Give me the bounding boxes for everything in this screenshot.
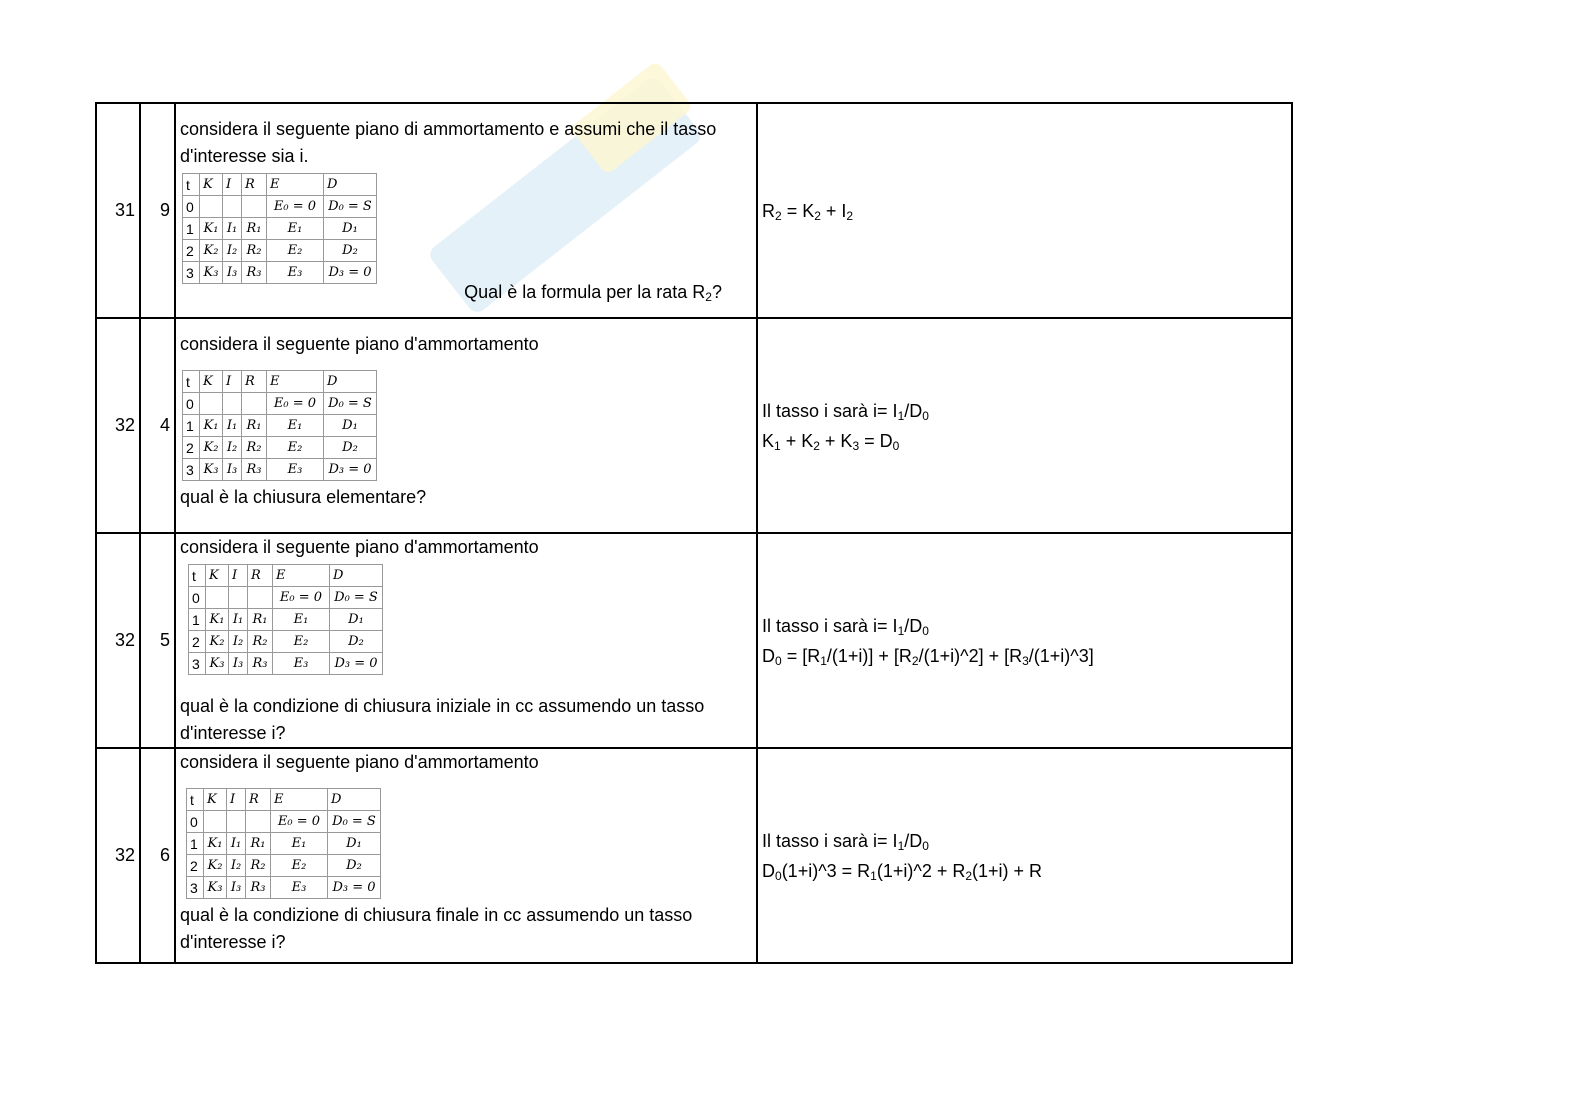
answer-line: $D_0(1+i)\^{}3$ = $R_1(1+i)\^{}2 + R_2(1+i) + R$ [762, 860, 1043, 883]
mini-cell [227, 811, 246, 833]
mini-cell [223, 393, 242, 415]
mini-cell: K₃ [200, 459, 223, 481]
mini-cell: R₂ [242, 240, 267, 262]
amortization-table-image [182, 173, 377, 284]
mini-cell: D₂ [324, 240, 377, 262]
question-intro: considera il seguente piano d'ammortamento [180, 334, 539, 354]
mini-cell: K₂ [206, 631, 229, 653]
mini-cell: E₂ [273, 631, 330, 653]
mini-cell: D₂ [328, 855, 381, 877]
mini-cell: E₃ [267, 262, 324, 284]
answer-cell [757, 748, 1292, 963]
mini-cell: E₀ = 0 [273, 587, 330, 609]
mini-cell: 2 [183, 437, 200, 459]
mini-row [189, 609, 383, 631]
mini-cell: K₂ [200, 437, 223, 459]
mini-cell: K₃ [204, 877, 227, 899]
mini-header-cell: D [324, 371, 377, 393]
mini-cell: R₃ [242, 262, 267, 284]
qa-table [95, 102, 1293, 964]
mini-header-cell: t [183, 174, 200, 196]
mini-cell: D₂ [330, 631, 383, 653]
mini-cell: D₃ = 0 [324, 459, 377, 481]
mini-row [183, 415, 377, 437]
mini-cell: I₁ [229, 609, 248, 631]
question-prompt: Qual è la formula per la rata $R_2$? [464, 282, 722, 304]
mini-header-cell: E [267, 371, 324, 393]
question-prompt: qual è la condizione di chiusura finale in cc assumendo un tasso d'interesse i? [180, 905, 693, 952]
mini-cell: D₀ = S [328, 811, 381, 833]
mini-cell: D₀ = S [324, 393, 377, 415]
amortization-table-image [188, 564, 383, 675]
mini-cell: 2 [183, 240, 200, 262]
mini-cell: R₃ [248, 653, 273, 675]
mini-row [183, 240, 377, 262]
mini-cell: 1 [183, 415, 200, 437]
mini-header-cell: E [271, 789, 328, 811]
qa-row [96, 318, 1292, 533]
qa-row [96, 533, 1292, 748]
mini-cell: R₂ [246, 855, 271, 877]
mini-cell [246, 811, 271, 833]
answer-line: $R_2 = K_2 + I_2$ [762, 200, 854, 223]
mini-cell: 2 [189, 631, 206, 653]
mini-cell: 0 [183, 196, 200, 218]
mini-cell [206, 587, 229, 609]
question-cell [175, 533, 757, 748]
mini-cell: I₃ [223, 262, 242, 284]
mini-cell: K₁ [204, 833, 227, 855]
question-index: 6 [140, 748, 175, 963]
mini-cell: E₂ [267, 240, 324, 262]
mini-cell: 2 [187, 855, 204, 877]
amortization-table-image [182, 370, 377, 481]
mini-header-cell: I [223, 174, 242, 196]
mini-cell: E₂ [271, 855, 328, 877]
mini-cell: 3 [189, 653, 206, 675]
amortization-table-image [186, 788, 381, 899]
mini-row [183, 218, 377, 240]
mini-cell: 1 [189, 609, 206, 631]
mini-cell: 3 [183, 262, 200, 284]
qa-row [96, 103, 1292, 318]
mini-row [187, 811, 381, 833]
mini-header-cell: R [248, 565, 273, 587]
mini-header-cell: R [246, 789, 271, 811]
mini-header-cell: K [204, 789, 227, 811]
question-prompt: qual è la condizione di chiusura iniziale in cc assumendo un tasso d'interesse i? [180, 696, 705, 743]
mini-cell: I₂ [223, 240, 242, 262]
mini-cell: 0 [189, 587, 206, 609]
mini-cell: D₁ [328, 833, 381, 855]
mini-header-cell: t [189, 565, 206, 587]
mini-cell: E₁ [267, 218, 324, 240]
mini-cell [204, 811, 227, 833]
mini-header-cell: K [200, 371, 223, 393]
mini-cell [200, 196, 223, 218]
mini-header-cell: K [206, 565, 229, 587]
mini-cell: E₀ = 0 [271, 811, 328, 833]
question-intro: considera il seguente piano di ammortamento e assumi che il tasso d'interesse sia i. [180, 119, 717, 166]
mini-cell: K₁ [200, 218, 223, 240]
mini-header-cell: K [200, 174, 223, 196]
mini-cell: I₃ [223, 459, 242, 481]
mini-cell: R₁ [242, 218, 267, 240]
mini-header-cell: R [242, 371, 267, 393]
mini-cell: I₂ [223, 437, 242, 459]
mini-cell: I₃ [227, 877, 246, 899]
mini-cell: E₀ = 0 [267, 393, 324, 415]
mini-cell: D₃ = 0 [330, 653, 383, 675]
question-cell [175, 748, 757, 963]
answer-line: Il tasso i sarà $i= I_1/D_0$ [762, 615, 929, 638]
mini-cell: I₁ [223, 415, 242, 437]
question-number: 32 [96, 748, 140, 963]
mini-cell: E₃ [271, 877, 328, 899]
mini-cell [200, 393, 223, 415]
answer-line: Il tasso i sarà $i= I_1/D_0$ [762, 830, 929, 853]
mini-cell: I₁ [227, 833, 246, 855]
question-number: 32 [96, 533, 140, 748]
mini-cell: D₁ [324, 415, 377, 437]
mini-cell: D₂ [324, 437, 377, 459]
mini-cell: K₁ [206, 609, 229, 631]
answer-cell [757, 318, 1292, 533]
mini-cell: D₃ = 0 [328, 877, 381, 899]
mini-cell: D₁ [324, 218, 377, 240]
mini-cell: K₂ [200, 240, 223, 262]
question-cell [175, 318, 757, 533]
mini-header-cell: I [229, 565, 248, 587]
mini-cell: E₂ [267, 437, 324, 459]
answer-line: Il tasso i sarà $i= I_1/D_0$ [762, 400, 929, 423]
question-intro: considera il seguente piano d'ammortamento [180, 537, 539, 557]
mini-cell [223, 196, 242, 218]
mini-row [189, 587, 383, 609]
mini-cell: K₂ [204, 855, 227, 877]
mini-cell [242, 393, 267, 415]
mini-cell: 3 [183, 459, 200, 481]
mini-cell: R₁ [246, 833, 271, 855]
mini-cell: E₃ [273, 653, 330, 675]
mini-cell: I₂ [229, 631, 248, 653]
mini-cell [248, 587, 273, 609]
mini-row [187, 855, 381, 877]
mini-cell: 0 [187, 811, 204, 833]
mini-cell: D₀ = S [324, 196, 377, 218]
question-index: 9 [140, 103, 175, 318]
mini-header-cell: R [242, 174, 267, 196]
mini-row [183, 196, 377, 218]
mini-header-cell: I [223, 371, 242, 393]
mini-cell: R₁ [242, 415, 267, 437]
mini-header-cell: D [324, 174, 377, 196]
qa-row [96, 748, 1292, 963]
mini-header-cell: t [183, 371, 200, 393]
answer-line: $D_0 = [R_1/(1+i)]$ + $[R_2/(1+i)\^{}2]$ + $[R_3/(1+i)\^{}3]$ [762, 645, 1094, 668]
mini-cell: K₁ [200, 415, 223, 437]
mini-header-cell: D [330, 565, 383, 587]
mini-cell: E₀ = 0 [267, 196, 324, 218]
mini-cell: 3 [187, 877, 204, 899]
mini-cell: E₃ [267, 459, 324, 481]
mini-row [187, 833, 381, 855]
mini-cell [229, 587, 248, 609]
question-number: 32 [96, 318, 140, 533]
mini-cell: R₂ [248, 631, 273, 653]
mini-cell: E₁ [267, 415, 324, 437]
question-prompt: qual è la chiusura elementare? [180, 487, 427, 507]
mini-row [183, 393, 377, 415]
mini-cell: R₃ [242, 459, 267, 481]
mini-row [183, 437, 377, 459]
mini-cell: D₀ = S [330, 587, 383, 609]
answer-cell [757, 103, 1292, 318]
mini-cell: R₁ [248, 609, 273, 631]
mini-header-cell: I [227, 789, 246, 811]
question-index: 4 [140, 318, 175, 533]
mini-cell: K₃ [206, 653, 229, 675]
mini-cell: D₁ [330, 609, 383, 631]
mini-row [189, 631, 383, 653]
mini-cell: R₂ [242, 437, 267, 459]
question-index: 5 [140, 533, 175, 748]
mini-header-cell: D [328, 789, 381, 811]
mini-row [187, 877, 381, 899]
mini-cell: I₂ [227, 855, 246, 877]
mini-cell: I₃ [229, 653, 248, 675]
mini-cell: 1 [183, 218, 200, 240]
mini-cell: E₁ [273, 609, 330, 631]
mini-header-cell: E [273, 565, 330, 587]
mini-header-cell: E [267, 174, 324, 196]
mini-cell: 1 [187, 833, 204, 855]
mini-cell: I₁ [223, 218, 242, 240]
mini-cell: 0 [183, 393, 200, 415]
question-intro: considera il seguente piano d'ammortamento [180, 752, 539, 772]
mini-cell [242, 196, 267, 218]
mini-cell: K₃ [200, 262, 223, 284]
mini-row [183, 459, 377, 481]
mini-row [189, 653, 383, 675]
mini-row [183, 262, 377, 284]
question-cell [175, 103, 757, 318]
mini-cell: E₁ [271, 833, 328, 855]
question-number: 31 [96, 103, 140, 318]
answer-line: $K_1 + K_2 + K_3 = D_0$ [762, 430, 900, 453]
mini-header-cell: t [187, 789, 204, 811]
answer-cell [757, 533, 1292, 748]
mini-cell: D₃ = 0 [324, 262, 377, 284]
mini-cell: R₃ [246, 877, 271, 899]
